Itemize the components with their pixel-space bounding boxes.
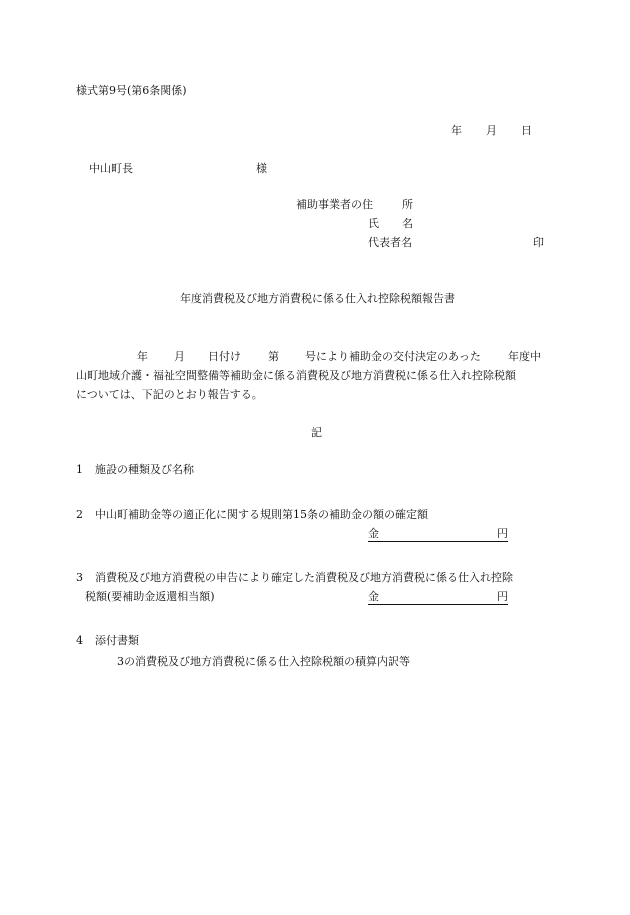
item-3-amount-field: [368, 590, 508, 605]
date-month-label: 月: [486, 124, 497, 137]
item-4-number: 4: [76, 634, 83, 647]
representative-label: 代表者名: [368, 236, 412, 249]
item-4-sub: 3の消費税及び地方消費税に係る仕入控除税額の積算内訳等: [117, 655, 410, 668]
item-2-text: 中山町補助金等の適正化に関する規則第15条の補助金の額の確定額: [95, 508, 428, 521]
item-2-amount-prefix: 金: [368, 527, 379, 540]
addressee-name: 中山町長: [89, 162, 133, 175]
body-no: 第: [268, 350, 279, 363]
body-line-2: 山町地域介護・福祉空間整備等補助金に係る消費税及び地方消費税に係る仕入れ控除税額: [76, 369, 516, 382]
document-title: 年度消費税及び地方消費税に係る仕入れ控除税額報告書: [180, 292, 455, 305]
body-dated: 日付け: [208, 350, 241, 363]
date-day-label: 日: [521, 124, 532, 137]
body-fiscal: 年度中: [508, 350, 541, 363]
item-1-text: 施設の種類及び名称: [95, 463, 194, 476]
item-3-amount-prefix: 金: [368, 590, 379, 603]
seal-mark: 印: [533, 236, 544, 249]
body-year: 年: [137, 350, 148, 363]
addressee-honorific: 様: [256, 162, 267, 175]
body-rest: 号により補助金の交付決定のあった: [305, 350, 481, 363]
ki-heading: 記: [311, 426, 322, 439]
item-3-text-cont: 税額(要補助金返還相当額): [85, 590, 215, 603]
item-3-amount-suffix: 円: [497, 590, 508, 603]
date-year-label: 年: [451, 124, 462, 137]
item-2-amount-field: [368, 527, 508, 542]
item-2-number: 2: [76, 508, 83, 521]
body-line-3: については、下記のとおり報告する。: [76, 388, 263, 401]
item-3-number: 3: [76, 571, 83, 584]
item-2-amount-suffix: 円: [497, 527, 508, 540]
form-number: 様式第9号(第6条関係): [76, 84, 187, 97]
applicant-address-label-suffix: 所: [402, 198, 413, 211]
item-4-text: 添付書類: [95, 634, 139, 647]
applicant-name-label-2: 名: [402, 217, 413, 230]
body-month: 月: [174, 350, 185, 363]
item-3-text: 消費税及び地方消費税の申告により確定した消費税及び地方消費税に係る仕入れ控除: [95, 571, 513, 584]
applicant-name-label-1: 氏: [368, 217, 379, 230]
applicant-address-label: 補助事業者の住: [296, 198, 373, 211]
item-1-number: 1: [76, 463, 83, 476]
